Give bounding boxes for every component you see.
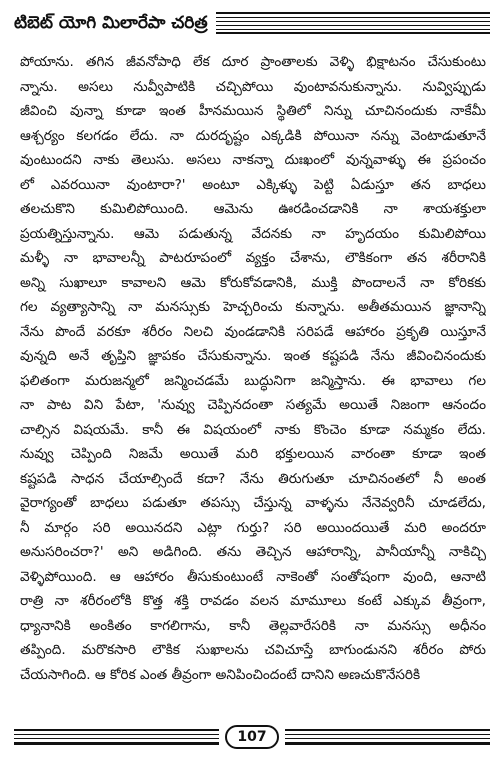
text-line: వున్నది అనే తృప్తిని జ్ఞాపకం చేసుకున్నాను. ఇంత కష్టపడి నేను జీవించినందుకు [20,348,486,364]
page-number: 107 [225,725,278,749]
text-line: ఫలితంగా మరుజన్మలో జన్మించడమే బుద్ధునిగా జన్మిస్తాను. ఈ భావాలు గల [20,372,486,389]
text-line: అన్ని సుఖాలూ కావాలని ఆమె కోరుకోవడానికి, ముక్తి పొందాలనే నా కోరికకు [20,274,486,291]
text-line: చాల్సిన విషయమే. కానీ ఈ విషయంలో నాకు కొంచెం కూడా నమ్మకం లేదు. [20,421,486,438]
text-line: ప్రయత్నిస్తున్నాను. ఆమె పడుతున్న వేదనకు నా హృదయం కుమిలిపోయి [20,225,486,242]
body-text [20,50,486,687]
text-line: నీ మార్గం సరి అయినదని ఎట్లా గుర్తు? సరి అయిందయితే మరి అందరూ [20,519,486,536]
text-line: లో ఎవరయినా వుంటారా?' అంటూ ఎక్కిళ్ళు పెట్టి ఏడుస్తూ తన బాధలు [20,176,486,193]
text-line: ధ్యానానికి అంకితం కాగలిగాను, కానీ తెల్లవారేసరికి నా మనస్సు అధీనం [20,617,486,634]
text-line: వైరాగ్యంతో బాధలు పడుతూ తపస్సు చేస్తున్న వాళ్ళను నేనెవ్వరినీ చూడలేదు, [20,495,486,511]
text-line: మళ్ళీ నా భావాలన్నీ పాటరూపంలో వ్యక్తం చేశాను, లౌకికంగా తన శరీరానికి [20,250,486,266]
text-line: న్నాను. అసలు నువ్వీపాటికి చచ్చిపోయి వుంటావనుకున్నాను. నువ్విప్పుడు [20,78,486,95]
text-line: నేను పొందే వరకూ శరీరం నిలచి వుండడానికి సరిపడే ఆహారం ప్రకృతి యిస్తూనే [20,323,486,340]
text-line: జీవించి వున్నా కూడా ఇంత హీనమయిన స్థితిలో నిన్ను చూచినందుకు నాకేమీ [20,103,486,119]
footer-rule-left [14,729,219,745]
text-line: గల వ్యత్యాసాన్ని నా మనస్సుకు హెచ్చరించు కున్నాను. అతీతమయిన జ్ఞానాన్ని [20,299,486,315]
running-title: టిబెట్ యోగి మిలారేపా చరిత్ర [14,13,208,33]
text-line: నా పాట విని పేటా, 'నువ్వు చెప్పినదంతా సత్యమే అయితే నిజంగా ఆనందం [20,397,486,413]
page-footer [14,724,490,750]
text-line: తప్పింది. మరొకసారి లౌకిక సుఖాలను చవిచూస్తే బాగుండునని శరీరం పోరు [20,642,486,658]
footer-rule-right [285,729,490,745]
text-line: తలచుకొని కుమిలిపోయింది. ఆమెను ఊరడించడానికి నా శాయశక్తులా [20,201,486,217]
text-line: అనుసరించరా?' అని అడిగింది. తను తెచ్చిన ఆహారాన్ని, పానీయాన్నీ నాకిచ్చి [20,544,486,560]
text-line: నువ్వు చెప్పింది నిజమే అయితే మరి భక్తులయిన వారంతా కూడా ఇంత [20,446,486,462]
header-rule [216,12,490,34]
text-line: చేయసాగింది. ఆ కోరిక ఎంత తీవ్రంగా అనిపించిందంటే దానిని అణచుకొనేసరికి [20,666,421,683]
text-line: వెళ్ళిపోయింది. ఆ ఆహారం తీసుకుంటుంటే నాకెంతో సంతోషంగా వుంది, ఆనాటి [20,568,486,585]
text-line: రాత్రి నా శరీరంలోకి కొత్త శక్తి రావడం వలన మామూలు కంటే ఎక్కువ తీవ్రంగా, [20,593,486,609]
text-line: పోయాను. తగిన జీవనోపాధి లేక దూర ప్రాంతాలకు వెళ్ళి భిక్షాటనం చేసుకుంటు [20,54,486,70]
text-line: ఆశ్చర్యం కలగడం లేదు. నా దురదృష్టం ఎక్కడికి పోయినా నన్ను వెంటాడుతూనే [20,127,486,144]
text-line: కష్టపడి సాధన చేయాల్సిందే కదా? నేను తిరుగుతూ చూచినంతలో నీ అంత [20,470,486,487]
page-header [14,6,490,40]
text-line: వుంటుందని నాకు తెలుసు. అసలు నాకన్నా దుఃఖంలో వున్నవాళ్ళు ఈ ప్రపంచం [20,152,486,168]
